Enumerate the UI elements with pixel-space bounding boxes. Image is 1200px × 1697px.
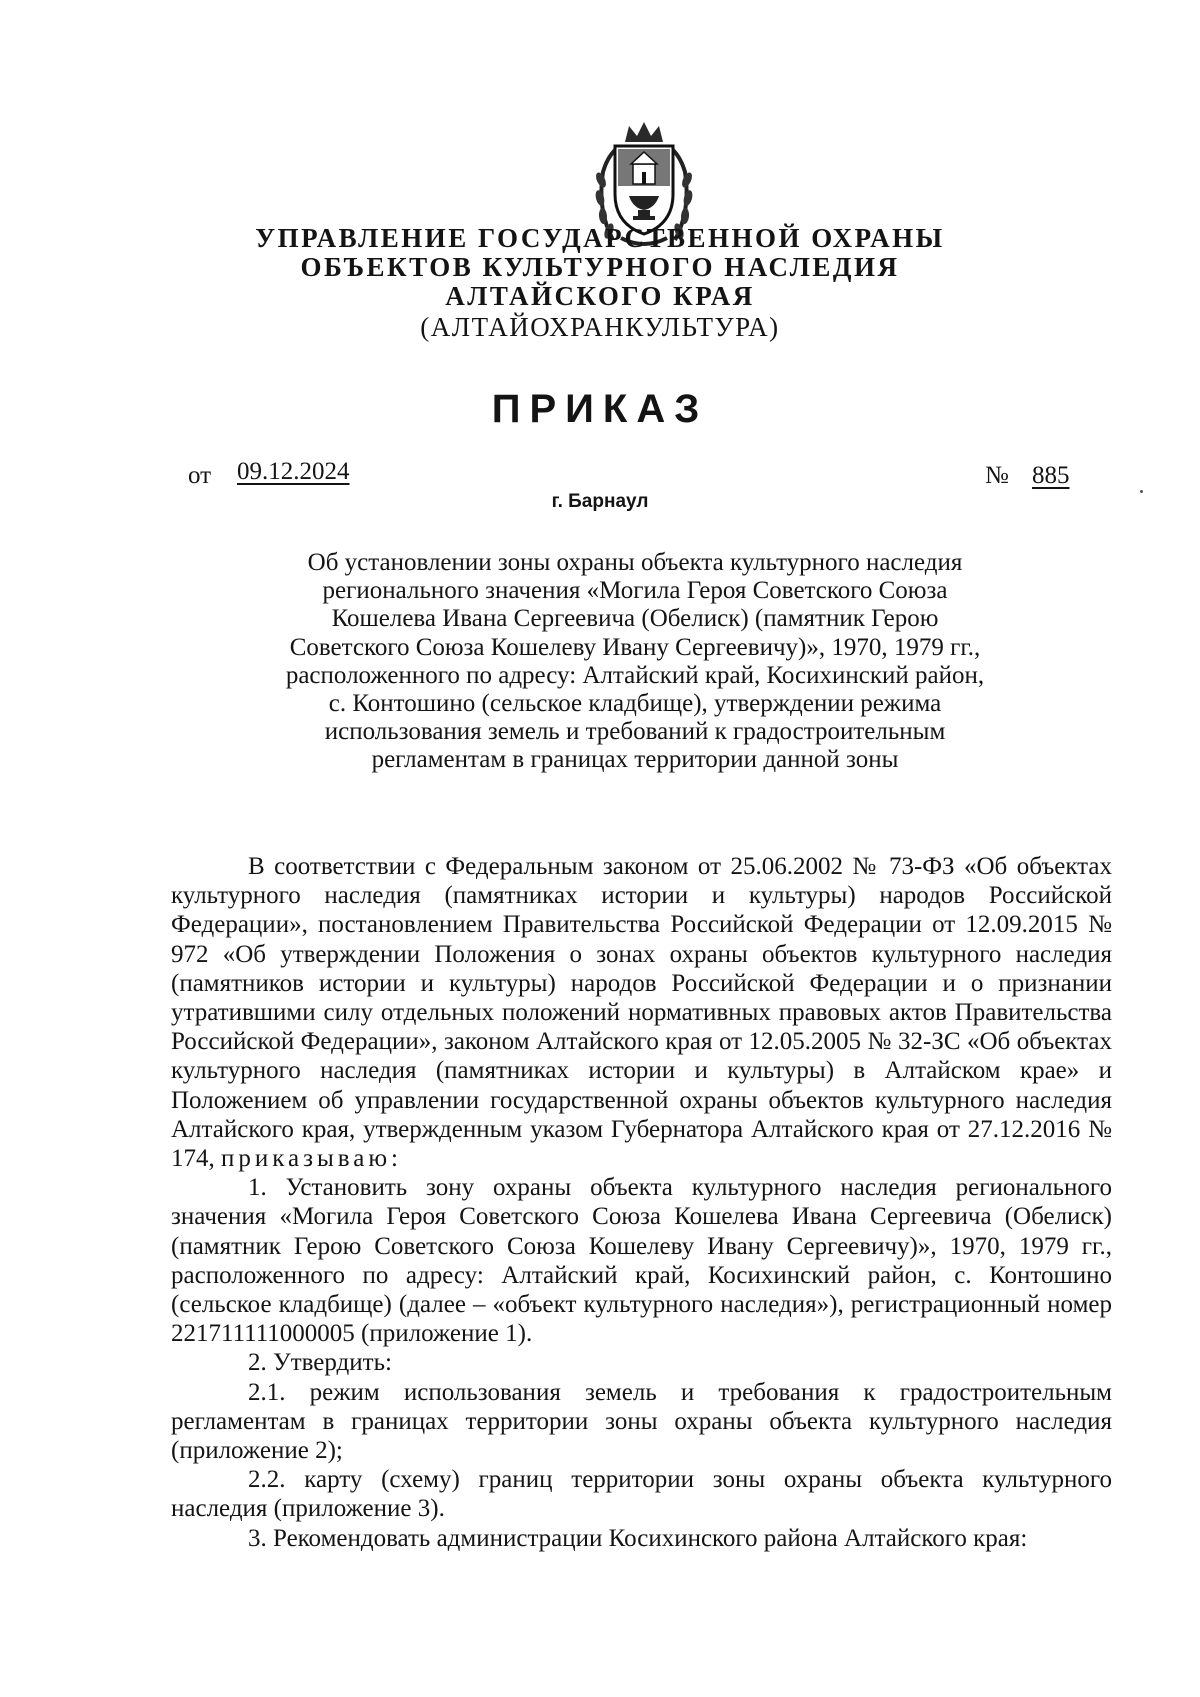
item-1: 1. Установить зону охраны объекта культурного наследия регионального значения «Могила Героя Советского Союза Кошелева Ивана Сергеевича (Обелиск) (памятник Герою Советского Союза Кошелеву Ивану Сергеевичу)», 1970, 1979 гг., расположенного по адресу: Алтайский край, Косихинский район, с. Контошино (сельское кладбище) (далее – «объект культурного наследия»), регистрационный номер 221711111000005 (приложение 1). (171, 1174, 1112, 1348)
item-2-1: 2.1. режим использования земель и требования к градостроительным регламентам в границах территории зоны охраны объекта культурного наследия (приложение 2); (171, 1378, 1112, 1465)
item-2: 2. Утвердить: (248, 1349, 392, 1377)
subject-line: Советского Союза Кошелеву Ивану Сергеевичу)», 1970, 1979 гг., (289, 633, 981, 661)
city: г. Барнаул (551, 491, 649, 512)
subject-line: расположенного по адресу: Алтайский край, Косихинский район, (285, 661, 985, 689)
item-3: 3. Рекомендовать администрации Косихинского района Алтайского края: (248, 1524, 1028, 1552)
order-subject (255, 549, 1015, 775)
authority-name-line-1: УПРАВЛЕНИЕ ГОСУДАРСТВЕННОЙ ОХРАНЫ (255, 223, 945, 253)
scan-speck (1140, 490, 1143, 493)
order-body (171, 852, 1112, 1553)
decree-word: приказываю: (221, 1145, 402, 1173)
number-prefix: № (985, 462, 1009, 489)
preamble-paragraph (171, 852, 1112, 1173)
subject-line: использования земель и требований к градостроительным (324, 718, 946, 746)
order-date: 09.12.2024 (237, 458, 350, 485)
authority-name-line-2: ОБЪЕКТОВ КУЛЬТУРНОГО НАСЛЕДИЯ (300, 252, 900, 282)
date-prefix: от (188, 462, 212, 489)
preamble-text: В соответствии с Федеральным законом от 25.06.2002 № 73-ФЗ «Об объектах культурного наследия (памятниках истории и культуры) народов Российской Федерации», постановлением Правительства Российской Федерации от 12.09.2015 № 972 «Об утверждении Положения о зонах охраны объектов культурного наследия (памятников истории и культуры) народов Российской Федерации и о признании утратившими силу отдельных положений нормативных правовых актов Правительства Российской Федерации», законом Алтайского края от 12.05.2005 № 32-ЗС «Об объектах культурного наследия (памятниках истории и культуры) в Алтайском крае» и Положением об управлении государственной охраны объектов культурного наследия Алтайского края, утвержденным указом Губернатора Алтайского края от 27.12.2016 № 174, (171, 853, 1112, 1173)
subject-line: Об установлении зоны охраны объекта культурного наследия (307, 549, 963, 576)
order-number: 885 (1032, 462, 1070, 489)
subject-line: регламентам в границах территории данной зоны (371, 746, 899, 774)
document-title: ПРИКАЗ (491, 387, 709, 431)
subject-line: Кошелева Ивана Сергеевича (Обелиск) (памятник Герою (331, 605, 939, 633)
subject-line: регионального значения «Могила Героя Советского Союза (322, 577, 948, 605)
subject-line: с. Контошино (сельское кладбище), утверждении режима (328, 690, 942, 718)
authority-abbreviation: (АЛТАЙОХРАНКУЛЬТУРА) (420, 312, 780, 342)
item-2-2: 2.2. карту (схему) границ территории зоны охраны объекта культурного наследия (приложение 3). (171, 1466, 1112, 1523)
authority-name-line-3: АЛТАЙСКОГО КРАЯ (445, 281, 755, 311)
